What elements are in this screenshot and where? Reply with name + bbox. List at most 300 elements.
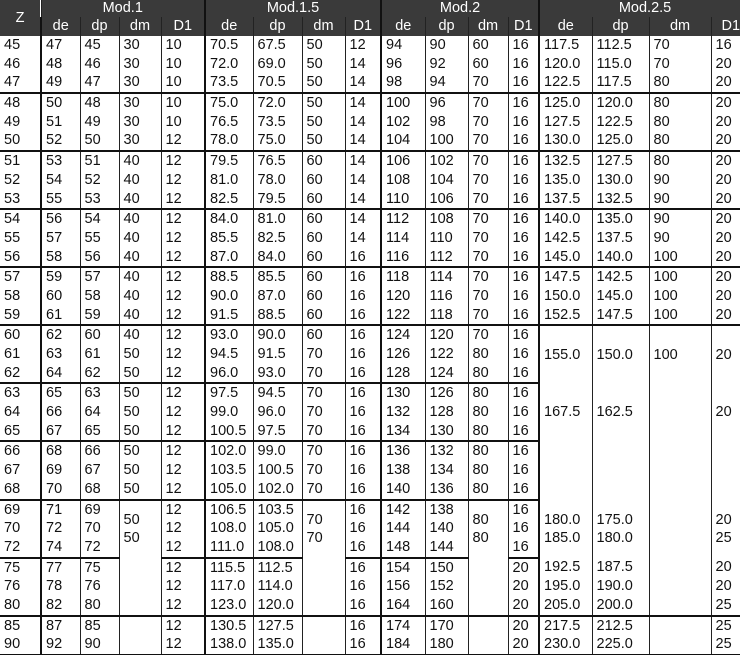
cell-mod25-d1: 20: [711, 55, 740, 74]
cell-mod1-de: 87: [41, 616, 80, 636]
cell-mod1-de: 67: [41, 422, 80, 442]
cell-mod2-dm: 80: [468, 461, 508, 480]
cell-mod2-de: 106: [381, 151, 425, 171]
cell-mod2-dm: 70: [468, 171, 508, 190]
cell-mod1-de: 78: [41, 577, 80, 596]
cell-mod1-d1: 12: [161, 558, 205, 578]
cell-mod1-d1: 12: [161, 248, 205, 268]
cell-mod1-dp: 47: [80, 73, 119, 93]
z-cell: 65: [0, 422, 41, 442]
cell-mod15-dm: 50: [302, 113, 345, 132]
cell-mod2-dp: 106: [425, 190, 468, 210]
cell-mod1-d1: 12: [161, 190, 205, 210]
cell-mod2-d1: 16: [508, 209, 539, 229]
cell-mod1-d1: 10: [161, 113, 205, 132]
cell-mod25-d1: [711, 500, 740, 558]
cell-line: 50: [123, 530, 140, 547]
cell-mod1-dp: 59: [80, 306, 119, 326]
cell-mod2-d1: 16: [508, 538, 539, 558]
z-cell: 59: [0, 306, 41, 326]
cell-mod15-dm: 50: [302, 93, 345, 113]
z-cell: 85: [4, 617, 21, 634]
cell-mod25-d1: 20: [711, 267, 740, 287]
cell-mod15-de: 88.5: [205, 267, 253, 287]
cell-mod1-d1: 12: [161, 461, 205, 480]
cell-mod15-d1: 16: [345, 364, 381, 384]
cell-mod1-de: 82: [41, 596, 80, 616]
cell-mod25-de: 217.5: [539, 616, 592, 636]
cell-mod1-dp: 66: [80, 441, 119, 461]
cell-mod15-dm: 60: [302, 325, 345, 345]
cell-mod15-dp: 79.5: [253, 190, 302, 210]
cell-mod25-dm: 100: [649, 325, 711, 383]
cell-mod2-dm: [468, 558, 508, 578]
cell-mod1-de: 70: [41, 480, 80, 500]
col-header-d1: D1: [711, 17, 740, 36]
gear-table-body: [0, 36, 740, 655]
cell-mod2-d1: 16: [508, 171, 539, 190]
cell-mod25-dm: 90: [649, 209, 711, 229]
cell-mod25-dm: [649, 577, 711, 596]
cell-mod15-d1: 16: [345, 267, 381, 287]
table-row: [0, 73, 740, 93]
cell-mod1-dm: 50: [119, 345, 161, 364]
cell-mod2-dp: 96: [425, 93, 468, 113]
cell-mod2-dp: 160: [425, 596, 468, 616]
z-cell: 52: [4, 171, 21, 188]
table-row: [0, 36, 740, 55]
cell-mod2-d1: 16: [508, 248, 539, 268]
cell-mod15-d1: 14: [345, 55, 381, 74]
cell-mod15-de: 73.5: [205, 73, 253, 93]
cell-mod15-dp: 76.5: [253, 151, 302, 171]
cell-mod1-dm: 30: [119, 73, 161, 93]
cell-mod25-dm: 80: [649, 113, 711, 132]
cell-mod1-dm: 50: [119, 422, 161, 442]
cell-mod1-dm: 40: [119, 306, 161, 326]
cell-mod15-de: 96.0: [205, 364, 253, 384]
z-cell: 70: [4, 520, 21, 537]
cell-mod15-dm: 60: [302, 209, 345, 229]
cell-mod15-de: 102.0: [205, 441, 253, 461]
cell-mod15-de: 94.5: [205, 345, 253, 364]
cell-mod2-dp: 152: [425, 577, 468, 596]
group-header-mod2: Mod.2: [381, 0, 539, 17]
cell-mod1-d1: 12: [161, 364, 205, 384]
cell-mod15-de: 105.0: [205, 480, 253, 500]
cell-mod15-dm: 50: [302, 36, 345, 55]
cell-mod2-d1: 20: [508, 635, 539, 654]
cell-mod15-dm: 70: [302, 480, 345, 500]
cell-mod15-dp: 90.0: [253, 325, 302, 345]
cell-mod1-dp: 58: [80, 287, 119, 306]
cell-mod15-de: 106.5: [205, 500, 253, 520]
cell-mod2-de: 118: [381, 267, 425, 287]
cell-line: 80: [472, 530, 489, 547]
cell-mod2-dp: 108: [425, 209, 468, 229]
cell-mod2-dm: 70: [468, 93, 508, 113]
cell-mod25-dm: 100: [649, 267, 711, 287]
cell-mod2-dm: 70: [468, 248, 508, 268]
cell-mod15-d1: 14: [345, 93, 381, 113]
cell-mod2-de: 114: [381, 229, 425, 248]
cell-mod1-dm: 40: [119, 325, 161, 345]
table-row: [0, 55, 740, 74]
z-cell: 48: [4, 95, 21, 112]
table-row: [0, 151, 740, 171]
cell-mod1-d1: 12: [161, 577, 205, 596]
cell-mod25-de: 135.0: [539, 171, 592, 190]
table-row: [0, 287, 740, 306]
table-row: [0, 209, 740, 229]
cell-mod25-dp: 115.0: [592, 55, 649, 74]
cell-mod15-de: 84.0: [205, 209, 253, 229]
cell-line: 80: [472, 512, 489, 529]
cell-mod15-d1: 16: [345, 480, 381, 500]
cell-mod2-d1: 16: [508, 345, 539, 364]
cell-mod1-dm: 30: [119, 36, 161, 55]
cell-mod2-d1: 16: [508, 500, 539, 520]
cell-mod15-de: 123.0: [205, 596, 253, 616]
cell-mod15-d1: 16: [345, 248, 381, 268]
z-cell: 51: [4, 153, 21, 170]
cell-mod15-d1: 16: [345, 616, 381, 636]
cell-mod1-dp: 53: [80, 190, 119, 210]
cell-mod15-dm: 70: [302, 364, 345, 384]
cell-mod2-d1: 20: [508, 558, 539, 578]
cell-mod1-de: 50: [41, 93, 80, 113]
cell-mod15-d1: 14: [345, 113, 381, 132]
cell-mod25-d1: 20: [711, 229, 740, 248]
cell-mod2-de: 184: [381, 635, 425, 654]
cell-mod1-dm: 40: [119, 229, 161, 248]
cell-line: 70: [306, 512, 323, 529]
cell-line: 25: [715, 529, 732, 546]
cell-mod15-de: 82.5: [205, 190, 253, 210]
cell-mod15-dp: 84.0: [253, 248, 302, 268]
z-cell: 47: [0, 73, 41, 93]
cell-mod15-d1: 16: [345, 422, 381, 442]
cell-mod25-dp: 142.5: [592, 267, 649, 287]
z-cell: 63: [4, 385, 21, 402]
cell-mod1-dp: 56: [80, 248, 119, 268]
cell-mod1-dm: 40: [119, 209, 161, 229]
cell-mod2-dp: 104: [425, 171, 468, 190]
cell-line: 175.0: [596, 511, 633, 528]
cell-mod15-de: 117.0: [205, 577, 253, 596]
cell-mod25-dp: 150.0: [592, 325, 649, 383]
cell-mod2-d1: 16: [508, 131, 539, 151]
cell-mod1-d1: 12: [161, 229, 205, 248]
table-row: [0, 441, 740, 461]
cell-mod1-dp: 49: [80, 113, 119, 132]
cell-mod15-dm: 60: [302, 229, 345, 248]
cell-mod15-dm: 60: [302, 306, 345, 326]
cell-mod15-d1: 16: [345, 577, 381, 596]
cell-mod15-dm: 70: [302, 422, 345, 442]
cell-mod2-dp: 118: [425, 306, 468, 326]
cell-mod15-de: 91.5: [205, 306, 253, 326]
col-header-dp: dp: [80, 17, 119, 36]
cell-mod2-d1: 16: [508, 441, 539, 461]
cell-mod25-d1: 20: [711, 306, 740, 326]
group-header-row: [0, 0, 740, 17]
cell-mod1-d1: 12: [161, 538, 205, 558]
cell-mod25-dm: 80: [649, 131, 711, 151]
cell-mod1-dp: 67: [80, 461, 119, 480]
cell-mod2-d1: 16: [508, 190, 539, 210]
cell-mod1-dm: [119, 558, 161, 578]
cell-mod1-dm: 50: [119, 383, 161, 403]
col-header-dp: dp: [253, 17, 302, 36]
cell-mod15-d1: 16: [345, 558, 381, 578]
cell-mod2-d1: 20: [508, 596, 539, 616]
z-cell: 58: [4, 287, 21, 304]
cell-mod2-dp: 114: [425, 267, 468, 287]
col-header-dp: dp: [425, 17, 468, 36]
cell-mod25-de: 205.0: [539, 596, 592, 616]
cell-mod1-dp: 72: [80, 538, 119, 558]
cell-mod2-de: 102: [381, 113, 425, 132]
cell-mod2-dm: 70: [468, 325, 508, 345]
cell-mod1-dp: 63: [80, 383, 119, 403]
cell-mod15-dp: 103.5: [253, 500, 302, 520]
cell-mod1-d1: 10: [161, 55, 205, 74]
cell-mod2-dm: 70: [468, 190, 508, 210]
cell-mod1-de: 60: [41, 287, 80, 306]
cell-mod2-dp: 120: [425, 325, 468, 345]
cell-mod15-dm: [302, 616, 345, 636]
z-cell: 64: [4, 404, 21, 421]
cell-mod2-dm: 70: [468, 151, 508, 171]
cell-mod1-dp: 52: [80, 171, 119, 190]
cell-mod25-dm: 80: [649, 73, 711, 93]
cell-mod2-dp: 100: [425, 131, 468, 151]
cell-mod2-dm: 70: [468, 267, 508, 287]
cell-mod1-dm: 40: [119, 248, 161, 268]
cell-mod15-d1: 16: [345, 519, 381, 538]
cell-mod15-dp: 67.5: [253, 36, 302, 55]
cell-mod1-d1: 12: [161, 403, 205, 422]
cell-mod25-dp: 140.0: [592, 248, 649, 268]
cell-mod15-dp: 88.5: [253, 306, 302, 326]
cell-mod1-de: 61: [41, 306, 80, 326]
cell-mod25-d1: 20: [711, 209, 740, 229]
cell-mod2-de: 148: [381, 538, 425, 558]
cell-mod2-de: 104: [381, 131, 425, 151]
cell-mod2-dm: [468, 577, 508, 596]
cell-mod1-dm: [119, 635, 161, 654]
cell-mod1-d1: 12: [161, 209, 205, 229]
cell-mod15-d1: 14: [345, 131, 381, 151]
z-cell: 69: [4, 501, 21, 518]
cell-mod25-dm: 70: [649, 36, 711, 55]
cell-mod25-de: 130.0: [539, 131, 592, 151]
cell-mod2-dp: 136: [425, 480, 468, 500]
cell-mod1-de: 72: [41, 519, 80, 538]
cell-mod2-d1: 16: [508, 267, 539, 287]
cell-mod2-dp: 110: [425, 229, 468, 248]
cell-mod25-de: 195.0: [539, 577, 592, 596]
cell-mod1-d1: 12: [161, 441, 205, 461]
cell-mod25-dp: 187.5: [592, 558, 649, 578]
cell-line: 185.0: [544, 529, 581, 546]
cell-mod15-d1: 14: [345, 229, 381, 248]
cell-mod25-dp: 190.0: [592, 577, 649, 596]
cell-mod25-dm: [649, 635, 711, 654]
cell-mod2-de: 142: [381, 500, 425, 520]
z-cell: 72: [0, 538, 41, 558]
cell-mod1-dp: 48: [80, 93, 119, 113]
cell-mod15-dm: [302, 558, 345, 578]
cell-mod25-dm: [649, 441, 711, 499]
cell-mod15-dm: 60: [302, 190, 345, 210]
cell-mod1-d1: 12: [161, 171, 205, 190]
cell-mod15-dm: 70: [302, 441, 345, 461]
table-row: [0, 306, 740, 326]
cell-mod2-de: 174: [381, 616, 425, 636]
cell-mod15-d1: 12: [345, 36, 381, 55]
z-cell: 56: [0, 248, 41, 268]
cell-mod1-dm: [119, 500, 161, 558]
cell-mod1-dp: 65: [80, 422, 119, 442]
cell-mod1-de: 48: [41, 55, 80, 74]
cell-mod1-de: 55: [41, 190, 80, 210]
cell-mod15-dp: 127.5: [253, 616, 302, 636]
cell-mod2-de: 122: [381, 306, 425, 326]
table-row: [0, 616, 740, 636]
cell-mod25-d1: 20: [711, 287, 740, 306]
table-row: [0, 93, 740, 113]
cell-mod25-d1: 20: [711, 93, 740, 113]
col-header-d1: D1: [161, 17, 205, 36]
cell-mod15-d1: 14: [345, 190, 381, 210]
table-row: [0, 113, 740, 132]
cell-mod2-de: 154: [381, 558, 425, 578]
cell-mod1-d1: 12: [161, 616, 205, 636]
cell-mod25-dp: [592, 441, 649, 499]
cell-mod1-de: 47: [41, 36, 80, 55]
cell-mod1-de: 63: [41, 345, 80, 364]
cell-mod1-dp: 80: [80, 596, 119, 616]
cell-mod25-de: 167.5: [539, 383, 592, 441]
cell-mod1-dp: 75: [80, 558, 119, 578]
col-header-dm: dm: [119, 17, 161, 36]
cell-mod25-dm: 80: [649, 151, 711, 171]
z-cell: 54: [4, 211, 21, 228]
cell-mod15-dp: 102.0: [253, 480, 302, 500]
cell-mod25-de: [539, 441, 592, 499]
cell-mod25-dm: [649, 596, 711, 616]
cell-mod25-d1: 20: [711, 325, 740, 383]
cell-mod2-de: 110: [381, 190, 425, 210]
cell-mod1-dp: 70: [80, 519, 119, 538]
cell-mod25-dp: 122.5: [592, 113, 649, 132]
z-cell: 55: [4, 229, 21, 246]
cell-mod15-dm: 60: [302, 151, 345, 171]
z-cell: 50: [0, 131, 41, 151]
cell-mod2-d1: 16: [508, 287, 539, 306]
cell-mod15-dp: 81.0: [253, 209, 302, 229]
cell-mod15-de: 87.0: [205, 248, 253, 268]
col-header-de: de: [41, 17, 80, 36]
cell-mod15-dm: 60: [302, 267, 345, 287]
cell-mod15-dm: [302, 635, 345, 654]
cell-mod2-de: 136: [381, 441, 425, 461]
cell-mod15-de: 103.5: [205, 461, 253, 480]
cell-mod25-d1: 20: [711, 383, 740, 441]
cell-mod1-dp: 46: [80, 55, 119, 74]
cell-mod1-dm: 40: [119, 151, 161, 171]
cell-mod2-dp: 138: [425, 500, 468, 520]
cell-mod15-de: 100.5: [205, 422, 253, 442]
table-row: [0, 383, 740, 403]
cell-mod2-d1: 20: [508, 577, 539, 596]
cell-mod15-dm: 50: [302, 73, 345, 93]
cell-line: 50: [123, 512, 140, 529]
cell-mod1-dm: 40: [119, 171, 161, 190]
cell-mod1-de: 57: [41, 229, 80, 248]
cell-mod2-de: 120: [381, 287, 425, 306]
group-header-mod25: Mod.2.5: [539, 0, 740, 17]
cell-mod1-dm: 50: [119, 403, 161, 422]
cell-mod2-dm: [468, 635, 508, 654]
cell-mod15-d1: 14: [345, 171, 381, 190]
cell-mod25-dm: 90: [649, 171, 711, 190]
cell-mod25-de: 117.5: [539, 36, 592, 55]
cell-mod15-dp: 85.5: [253, 267, 302, 287]
cell-mod25-dp: 112.5: [592, 36, 649, 55]
cell-mod25-d1: 16: [711, 36, 740, 55]
cell-mod2-dp: 90: [425, 36, 468, 55]
cell-mod1-d1: 12: [161, 131, 205, 151]
cell-mod2-dm: 60: [468, 36, 508, 55]
cell-mod1-dp: 61: [80, 345, 119, 364]
cell-mod1-d1: 12: [161, 500, 205, 520]
cell-mod15-d1: 16: [345, 596, 381, 616]
cell-mod25-dp: 137.5: [592, 229, 649, 248]
cell-mod25-d1: 20: [711, 131, 740, 151]
cell-mod15-dp: 105.0: [253, 519, 302, 538]
cell-mod15-dp: 120.0: [253, 596, 302, 616]
cell-mod15-dm: 50: [302, 55, 345, 74]
z-cell: 60: [4, 327, 21, 344]
cell-mod2-dp: 124: [425, 364, 468, 384]
col-header-de: de: [381, 17, 425, 36]
cell-mod15-dm: [302, 577, 345, 596]
cell-mod15-d1: 14: [345, 73, 381, 93]
cell-mod1-d1: 10: [161, 93, 205, 113]
cell-mod1-dm: 50: [119, 441, 161, 461]
cell-mod2-dp: 92: [425, 55, 468, 74]
cell-mod15-dp: 97.5: [253, 422, 302, 442]
cell-mod1-de: 92: [41, 635, 80, 654]
cell-mod2-d1: 16: [508, 364, 539, 384]
cell-mod2-dp: 112: [425, 248, 468, 268]
table-row: [0, 635, 740, 654]
cell-mod15-de: 99.0: [205, 403, 253, 422]
cell-mod15-d1: 16: [345, 306, 381, 326]
cell-mod15-de: 138.0: [205, 635, 253, 654]
cell-mod1-d1: 12: [161, 151, 205, 171]
cell-mod1-de: 59: [41, 267, 80, 287]
col-header-dp: dp: [592, 17, 649, 36]
cell-mod1-de: 52: [41, 131, 80, 151]
cell-mod1-dm: 30: [119, 55, 161, 74]
cell-mod15-de: 70.5: [205, 36, 253, 55]
cell-mod2-de: 128: [381, 364, 425, 384]
cell-mod15-dp: 93.0: [253, 364, 302, 384]
